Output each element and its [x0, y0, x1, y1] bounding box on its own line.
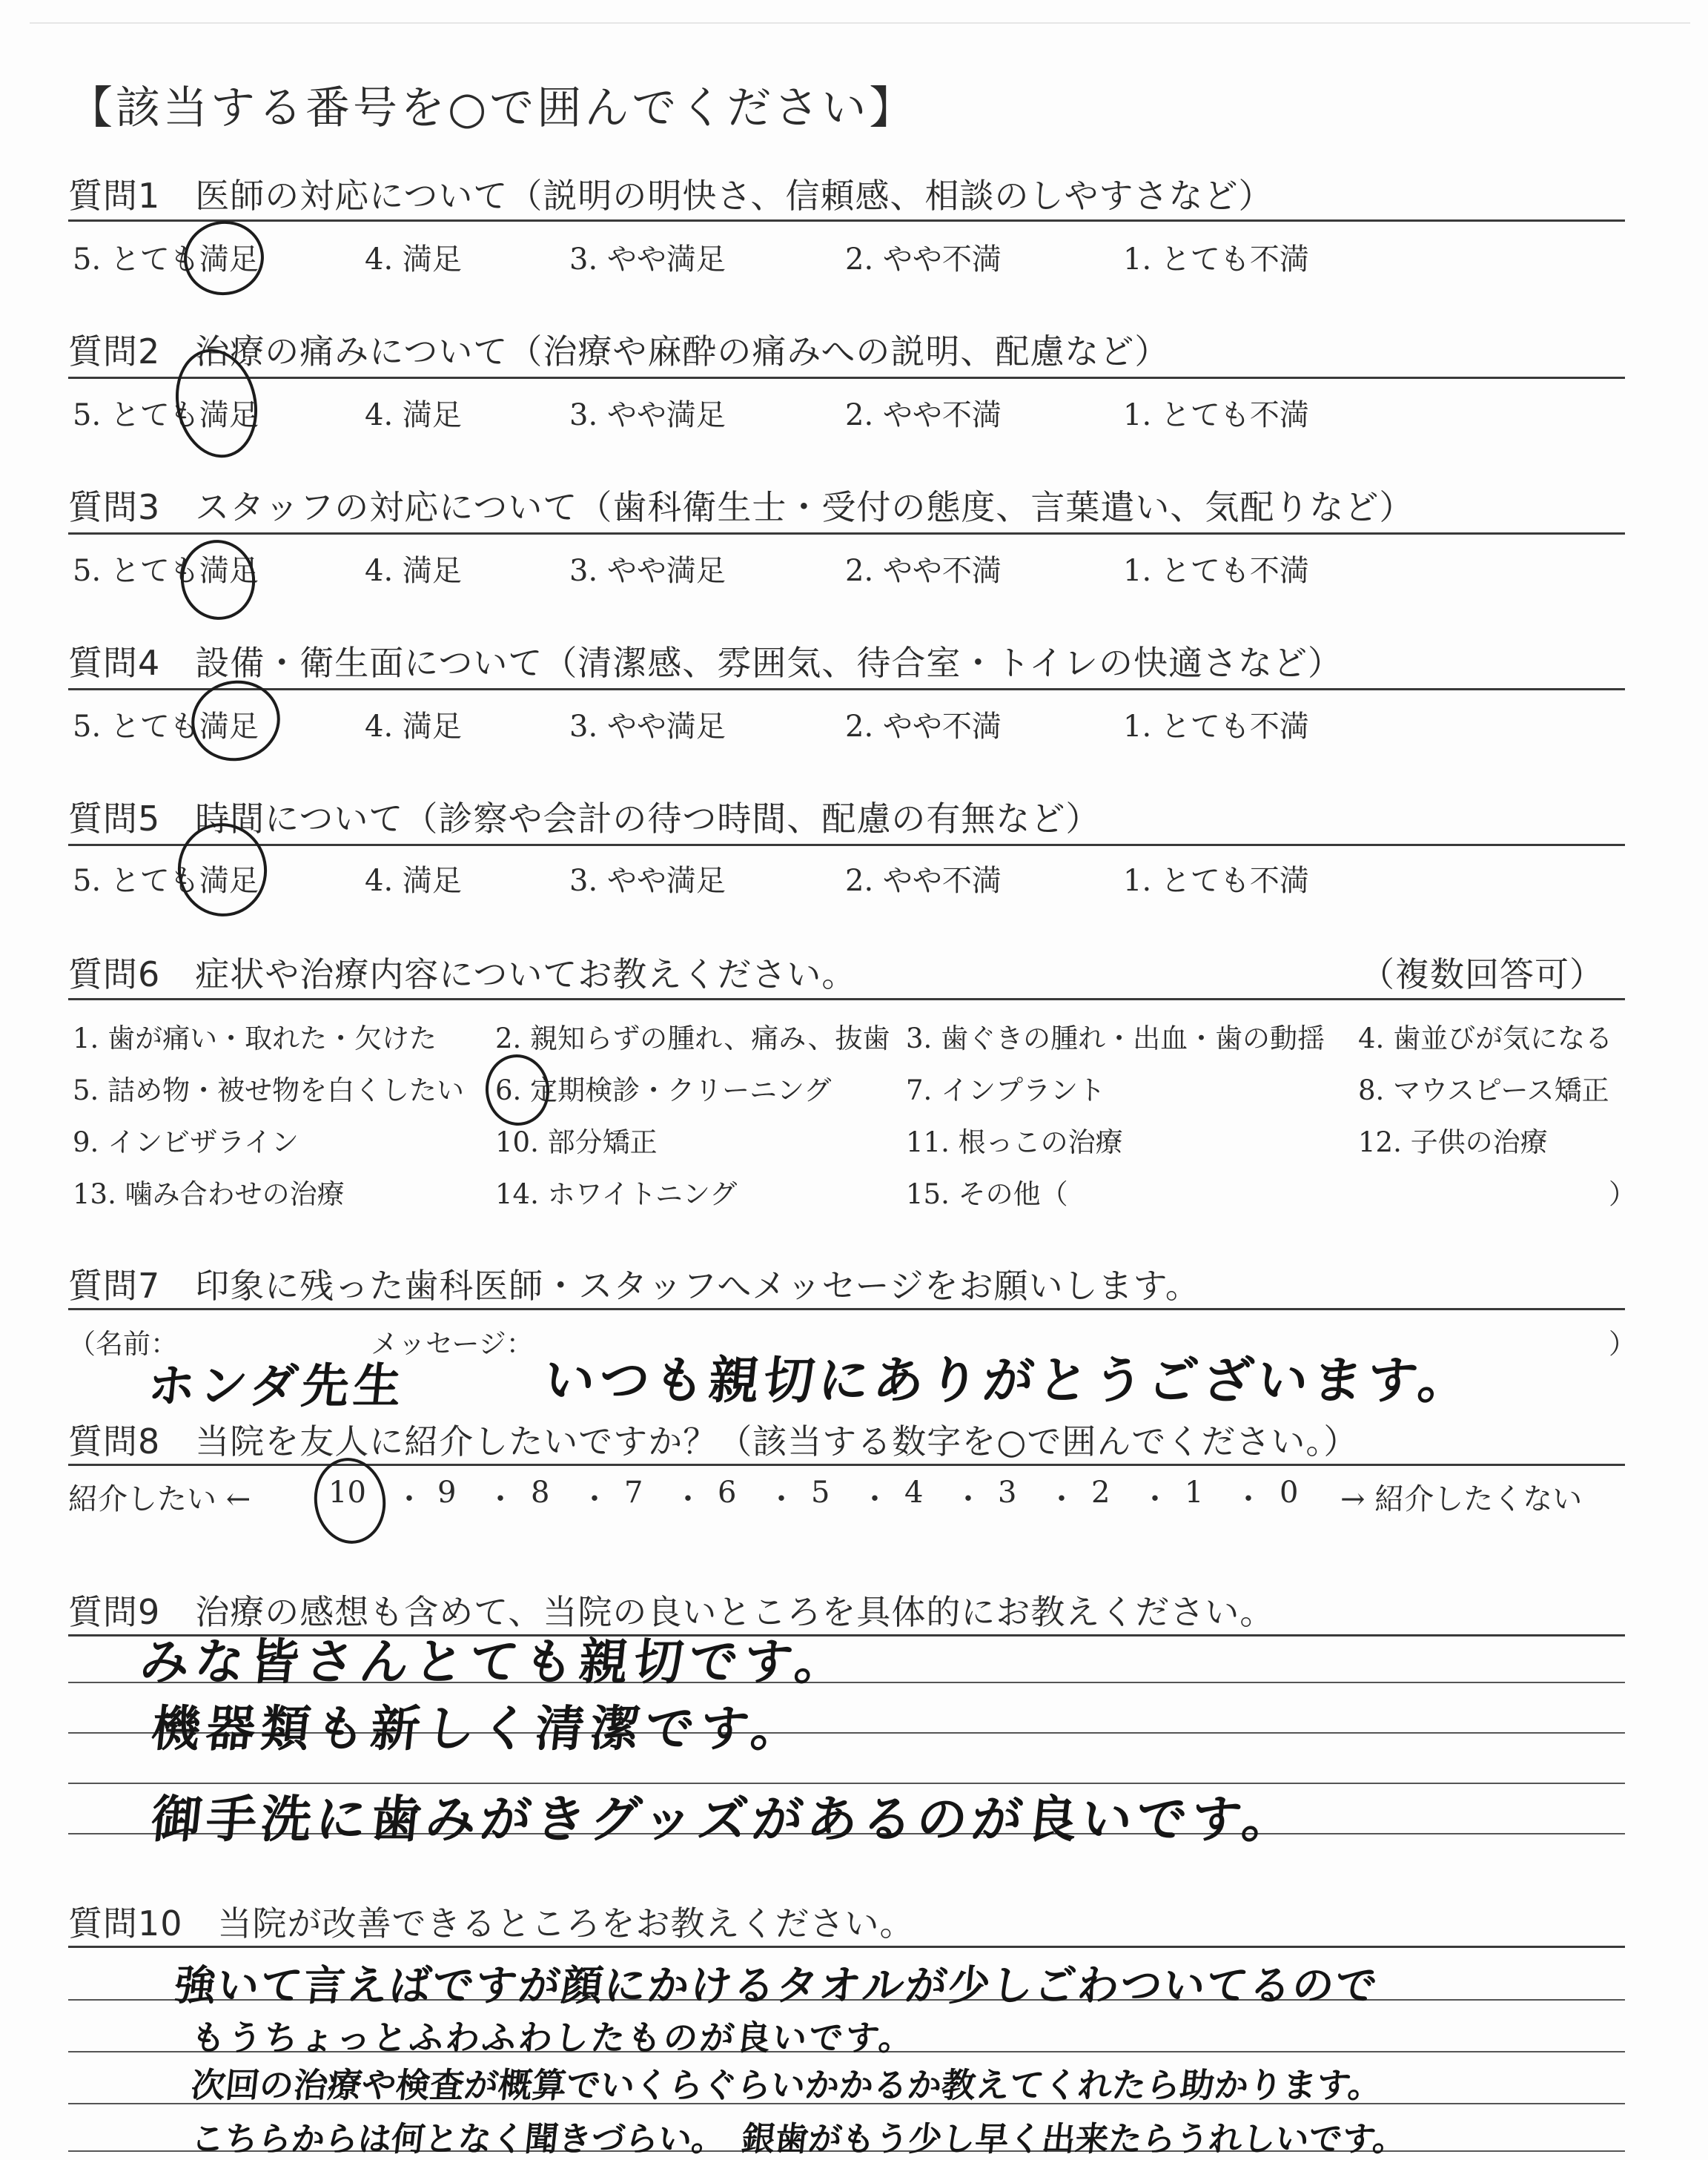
q10-answer-line-2[interactable]: もうちょっとふわふわしたものが良いです。 — [189, 2018, 918, 2058]
q5-rule — [68, 844, 1625, 846]
q6-option-5[interactable]: 5. 詰め物・被せ物を白くしたい — [73, 1074, 465, 1106]
q9-answer-line-3[interactable]: 御手洗に歯みがきグッズがあるのが良いです。 — [148, 1791, 1300, 1849]
q7-rule — [68, 1308, 1625, 1310]
q2-option-5[interactable]: 5. とても満足 — [73, 398, 259, 432]
q8-score-0[interactable]: 0 — [1280, 1476, 1299, 1510]
q6-option-4[interactable]: 4. 歯並びが気になる — [1358, 1023, 1613, 1054]
q4-title: 質問4 設備・衛生面について（清潔感、雰囲気、待合室・トイレの快適さなど） — [68, 643, 1343, 683]
q10-answer-line-1[interactable]: 強いて言えばですが顔にかけるタオルが少しごわついてるので — [171, 1962, 1381, 2010]
q6-option-12[interactable]: 12. 子供の治療 — [1358, 1126, 1548, 1158]
q6-option-3[interactable]: 3. 歯ぐきの腫れ・出血・歯の動揺 — [906, 1023, 1325, 1054]
q8-score-4[interactable]: 4 — [904, 1476, 924, 1510]
q6-option-7[interactable]: 7. インプラント — [906, 1074, 1106, 1106]
q2-title: 質問2 治療の痛みについて（治療や麻酔の痛みへの説明、配慮など） — [68, 331, 1170, 371]
q6-option-15[interactable]: 15. その他（ — [906, 1178, 1068, 1210]
q3-option-4[interactable]: 4. 満足 — [365, 554, 462, 588]
q6-multiple-note: （複数回答可） — [1360, 954, 1604, 994]
q8-score-9[interactable]: 9 — [437, 1476, 457, 1510]
q2-option-2[interactable]: 2. やや不満 — [845, 398, 1002, 432]
q4-rule — [68, 688, 1625, 690]
q8-score-2[interactable]: 2 — [1091, 1476, 1110, 1510]
q8-selected-circle — [308, 1453, 391, 1548]
q5-option-2[interactable]: 2. やや不満 — [845, 864, 1002, 898]
q10-answer-line-4[interactable]: こちらからは何となく聞きづらい。 銀歯がもう少し早く出来たらうれしいです。 — [189, 2119, 1409, 2159]
q2-rule — [68, 377, 1625, 379]
q1-option-2[interactable]: 2. やや不満 — [845, 242, 1002, 277]
q4-option-2[interactable]: 2. やや不満 — [845, 710, 1002, 744]
q6-option-2[interactable]: 2. 親知らずの腫れ、痛み、抜歯 — [495, 1023, 890, 1054]
q10-answer-line-3[interactable]: 次回の治療や検査が概算でいくらぐらいかかるか教えてくれたら助かります。 — [189, 2065, 1385, 2105]
q4-option-5[interactable]: 5. とても満足 — [73, 710, 259, 744]
q6-rule — [68, 998, 1625, 1000]
q8-score-1[interactable]: 1 — [1185, 1476, 1204, 1510]
q5-option-4[interactable]: 4. 満足 — [365, 864, 462, 898]
q5-option-3[interactable]: 3. やや満足 — [569, 864, 726, 898]
instruction-header: 【該当する番号を○で囲んでください】 — [68, 82, 917, 134]
q8-rule — [68, 1464, 1625, 1466]
q6-option-13[interactable]: 13. 噛み合わせの治療 — [73, 1178, 345, 1210]
q10-rule — [68, 1946, 1625, 1948]
q1-option-3[interactable]: 3. やや満足 — [569, 242, 726, 277]
q6-option-6[interactable]: 6. 定期検診・クリーニング — [495, 1074, 832, 1106]
q3-option-3[interactable]: 3. やや満足 — [569, 554, 726, 588]
q8-separator: ・ — [953, 1482, 983, 1516]
q8-left-label: 紹介したい ← — [68, 1482, 251, 1516]
q8-score-7[interactable]: 7 — [624, 1476, 643, 1510]
q3-option-1[interactable]: 1. とても不満 — [1123, 554, 1309, 588]
q5-title: 質問5 時間について（診察や会計の待つ時間、配慮の有無など） — [68, 799, 1101, 839]
q8-score-10[interactable]: 10 — [328, 1476, 366, 1510]
q1-selected-circle — [179, 216, 269, 300]
q1-option-1[interactable]: 1. とても不満 — [1123, 242, 1309, 277]
q6-title: 質問6 症状や治療内容についてお教えください。 — [68, 954, 857, 994]
q4-option-3[interactable]: 3. やや満足 — [569, 710, 726, 744]
q8-separator: ・ — [860, 1482, 890, 1516]
q7-message-label: メッセージ： — [371, 1328, 534, 1360]
q8-separator: ・ — [1234, 1482, 1263, 1516]
q2-option-3[interactable]: 3. やや満足 — [569, 398, 726, 432]
q9-answer-line-1[interactable]: みな皆さんとても親切です。 — [137, 1634, 853, 1691]
q5-option-1[interactable]: 1. とても不満 — [1123, 864, 1309, 898]
q8-right-label: → 紹介したくない — [1340, 1482, 1583, 1516]
q8-separator: ・ — [1140, 1482, 1170, 1516]
q3-option-2[interactable]: 2. やや不満 — [845, 554, 1002, 588]
q8-separator: ・ — [1047, 1482, 1076, 1516]
q6-selected-circle — [482, 1051, 553, 1129]
q8-score-5[interactable]: 5 — [811, 1476, 830, 1510]
q8-separator: ・ — [394, 1482, 424, 1516]
q8-separator: ・ — [767, 1482, 796, 1516]
q2-option-1[interactable]: 1. とても不満 — [1123, 398, 1309, 432]
q3-option-5[interactable]: 5. とても満足 — [73, 554, 259, 588]
q6-option-14[interactable]: 14. ホワイトニング — [495, 1178, 738, 1210]
q8-score-8[interactable]: 8 — [531, 1476, 550, 1510]
q7-name-label: （名前： — [68, 1328, 178, 1360]
q6-option-8[interactable]: 8. マウスピース矯正 — [1358, 1074, 1609, 1106]
q8-separator: ・ — [673, 1482, 703, 1516]
q1-rule — [68, 219, 1625, 222]
q3-title: 質問3 スタッフの対応について（歯科衛生士・受付の態度、言葉遣い、気配りなど） — [68, 487, 1414, 527]
q6-option-9[interactable]: 9. インビザライン — [73, 1126, 299, 1158]
q1-title: 質問1 医師の対応について（説明の明快さ、信頼感、相談のしやすさなど） — [68, 176, 1274, 216]
q6-option-1[interactable]: 1. 歯が痛い・取れた・欠けた — [73, 1023, 437, 1054]
q6-other-close-paren: ） — [1609, 1178, 1636, 1210]
q6-option-11[interactable]: 11. 根っこの治療 — [906, 1126, 1123, 1158]
top-edge-line — [30, 22, 1690, 24]
q4-option-4[interactable]: 4. 満足 — [365, 710, 462, 744]
q8-separator: ・ — [486, 1482, 515, 1516]
q7-message-answer[interactable]: いつも親切にありがとうございます。 — [541, 1352, 1476, 1410]
q7-name-answer[interactable]: ホンダ先生 — [145, 1359, 408, 1414]
q2-option-4[interactable]: 4. 満足 — [365, 398, 462, 432]
q9-answer-line-2[interactable]: 機器類も新しく清潔です。 — [148, 1700, 810, 1757]
q10-title: 質問10 当院が改善できるところをお教えください。 — [68, 1903, 915, 1943]
q8-score-3[interactable]: 3 — [998, 1476, 1017, 1510]
q7-title: 質問7 印象に残った歯科医師・スタッフへメッセージをお願いします。 — [68, 1266, 1200, 1306]
q7-close-paren: ） — [1609, 1328, 1636, 1360]
q5-option-5[interactable]: 5. とても満足 — [73, 864, 259, 898]
q4-option-1[interactable]: 1. とても不満 — [1123, 710, 1309, 744]
q1-option-5[interactable]: 5. とても満足 — [73, 242, 259, 277]
q4-selected-circle — [184, 673, 288, 770]
q8-separator: ・ — [580, 1482, 609, 1516]
q6-option-10[interactable]: 10. 部分矯正 — [495, 1126, 658, 1158]
q8-score-6[interactable]: 6 — [718, 1476, 737, 1510]
q3-rule — [68, 532, 1625, 535]
q9-title: 質問9 治療の感想も含めて、当院の良いところを具体的にお教えください。 — [68, 1592, 1275, 1632]
q8-title: 質問8 当院を友人に紹介したいですか？（該当する数字を○で囲んでください。） — [68, 1421, 1359, 1462]
q1-option-4[interactable]: 4. 満足 — [365, 242, 462, 277]
